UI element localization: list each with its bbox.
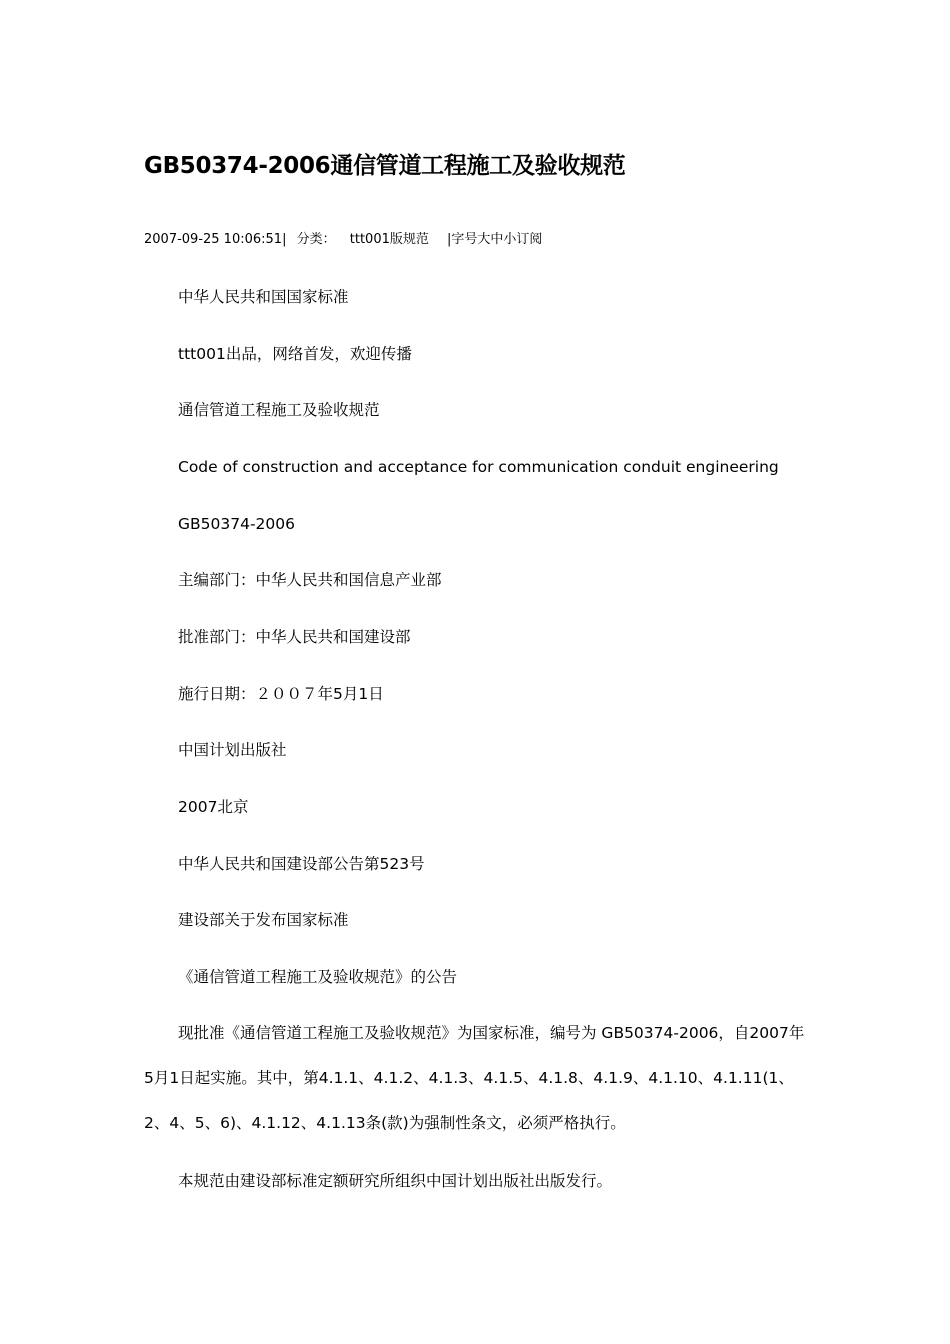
text-line: 中国计划出版社 bbox=[178, 741, 287, 759]
post-datetime: 2007-09-25 10:06:51| bbox=[144, 232, 287, 247]
publisher-paragraph: 本规范由建设部标准定额研究所组织中国计划出版社出版发行。 bbox=[178, 1172, 613, 1190]
text-line: 中华人民共和国建设部公告第523号 bbox=[178, 855, 425, 873]
text-line: Code of construction and acceptance for communication conduit engineering bbox=[178, 458, 779, 476]
text-line: 通信管道工程施工及验收规范 bbox=[178, 401, 380, 419]
category-link[interactable]: ttt001版规范 bbox=[349, 232, 429, 247]
announcement-paragraph: 现批准《通信管道工程施工及验收规范》为国家标准，编号为 GB50374-2006，自2007年5月1日起实施。其中，第4.1.1、4.1.2、4.1.3、4.1.5、4.1.8、4.1.9、4.1.10、4.1.11(1、2、4、5、6)、4.1.12、4.1.13条(款)为强制性条文，必须严格执行。 bbox=[144, 1024, 805, 1132]
text-line: 《通信管道工程施工及验收规范》的公告 bbox=[178, 968, 458, 986]
post-meta bbox=[144, 231, 542, 249]
text-line: 主编部门：中华人民共和国信息产业部 bbox=[178, 571, 442, 589]
font-size-subscribe-links[interactable]: |字号大中小订阅 bbox=[447, 232, 543, 247]
text-line: 中华人民共和国国家标准 bbox=[178, 288, 349, 306]
document-title: GB50374-2006通信管道工程施工及验收规范 bbox=[144, 153, 626, 179]
category-label: 分类： bbox=[296, 232, 336, 247]
text-line: ttt001出品，网络首发，欢迎传播 bbox=[178, 345, 412, 363]
text-line: 批准部门：中华人民共和国建设部 bbox=[178, 628, 411, 646]
text-line: 施行日期：２００７年5月1日 bbox=[178, 685, 384, 703]
text-line: 建设部关于发布国家标准 bbox=[178, 911, 349, 929]
text-line: 2007北京 bbox=[178, 798, 249, 816]
text-line: GB50374-2006 bbox=[178, 515, 295, 533]
